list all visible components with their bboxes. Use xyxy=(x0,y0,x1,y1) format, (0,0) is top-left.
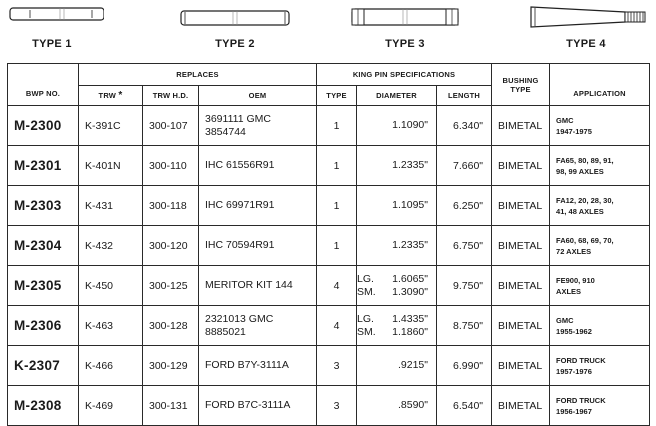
diameter-line xyxy=(357,286,428,299)
diameter-cell xyxy=(357,226,437,266)
diameter-line xyxy=(357,326,428,339)
diameter-cell xyxy=(357,106,437,146)
diameter-cell xyxy=(357,346,437,386)
bwp-number-cell: M-2308 xyxy=(8,386,79,426)
oem-line: IHC 61556R91 xyxy=(205,159,275,171)
application-line: GMC xyxy=(556,315,574,325)
trw-cell: K-450 xyxy=(79,266,143,306)
oem-cell xyxy=(199,226,317,266)
diameter-line xyxy=(357,313,428,326)
bushing-type-cell: BIMETAL xyxy=(492,306,550,346)
diameter-cell xyxy=(357,146,437,186)
type-cell: 1 xyxy=(317,146,357,186)
trw-cell: K-431 xyxy=(79,186,143,226)
application-line: 41, 48 AXLES xyxy=(556,206,604,216)
length-cell: 7.660" xyxy=(437,146,492,186)
bwp-number-cell: K-2307 xyxy=(8,346,79,386)
application-cell xyxy=(550,346,650,386)
diameter-size-label xyxy=(357,399,382,412)
bushing-type-cell: BIMETAL xyxy=(492,146,550,186)
application-line: GMC xyxy=(556,115,574,125)
trw-hd-cell: 300-118 xyxy=(143,186,199,226)
oem-line: IHC 69971R91 xyxy=(205,199,275,211)
header-king-pin-specs: KING PIN SPECIFICATIONS xyxy=(317,64,492,86)
header-oem: OEM xyxy=(199,86,317,106)
trw-cell: K-469 xyxy=(79,386,143,426)
header-bwp-no: BWP NO. xyxy=(8,64,79,106)
diameter-line xyxy=(357,119,428,132)
table-row xyxy=(8,266,650,306)
bwp-number-cell: M-2304 xyxy=(8,226,79,266)
trw-cell: K-463 xyxy=(79,306,143,346)
header-application: APPLICATION xyxy=(550,64,650,106)
trw-hd-cell: 300-131 xyxy=(143,386,199,426)
application-line: 1955-1962 xyxy=(556,326,592,336)
diameter-cell xyxy=(357,266,437,306)
length-cell: 6.750" xyxy=(437,226,492,266)
type-1-figure xyxy=(0,0,104,60)
application-line: 98, 99 AXLES xyxy=(556,166,604,176)
table-row xyxy=(8,306,650,346)
oem-line: 2321013 GMC xyxy=(205,312,274,325)
diameter-cell xyxy=(357,306,437,346)
oem-line: 3854744 xyxy=(205,125,246,138)
table-row xyxy=(8,386,650,426)
application-line: FA12, 20, 28, 30, xyxy=(556,195,614,205)
type-4-figure xyxy=(523,0,649,60)
table-row xyxy=(8,186,650,226)
oem-cell xyxy=(199,386,317,426)
bwp-number-cell: M-2305 xyxy=(8,266,79,306)
trw-cell: K-391C xyxy=(79,106,143,146)
bwp-number-cell: M-2303 xyxy=(8,186,79,226)
king-pin-spec-table xyxy=(7,63,650,426)
application-line: 72 AXLES xyxy=(556,246,592,256)
diameter-size-label: LG. xyxy=(357,312,374,325)
diameter-value: 1.4335" xyxy=(392,312,428,325)
application-line: AXLES xyxy=(556,286,582,296)
header-replaces: REPLACES xyxy=(79,64,317,86)
oem-cell xyxy=(199,266,317,306)
bushing-type-cell: BIMETAL xyxy=(492,266,550,306)
diameter-value: 1.1090" xyxy=(392,119,428,131)
type-2-pin-icon xyxy=(175,0,295,34)
bushing-type-cell: BIMETAL xyxy=(492,226,550,266)
trw-hd-cell: 300-125 xyxy=(143,266,199,306)
type-1-label: TYPE 1 xyxy=(32,38,72,50)
table-row xyxy=(8,346,650,386)
application-line: FORD TRUCK xyxy=(556,395,606,405)
diameter-line xyxy=(357,359,428,372)
diameter-line xyxy=(357,159,428,172)
type-4-label: TYPE 4 xyxy=(566,38,606,50)
type-cell: 1 xyxy=(317,106,357,146)
bushing-type-cell: BIMETAL xyxy=(492,106,550,146)
application-line: 1957-1976 xyxy=(556,366,592,376)
length-cell: 8.750" xyxy=(437,306,492,346)
table-row xyxy=(8,146,650,186)
bushing-type-cell: BIMETAL xyxy=(492,386,550,426)
header-bushing-type xyxy=(492,64,550,106)
type-cell: 3 xyxy=(317,346,357,386)
oem-line: FORD B7Y-3111A xyxy=(205,359,289,371)
application-line: 1947-1975 xyxy=(556,126,592,136)
oem-line: IHC 70594R91 xyxy=(205,239,275,251)
application-cell xyxy=(550,386,650,426)
application-line: FORD TRUCK xyxy=(556,355,606,365)
diameter-value: .8590" xyxy=(397,399,428,411)
diameter-size-label xyxy=(357,199,382,212)
length-cell: 6.540" xyxy=(437,386,492,426)
application-cell xyxy=(550,186,650,226)
diameter-value: 1.1095" xyxy=(392,199,428,211)
type-2-label: TYPE 2 xyxy=(215,38,255,50)
header-length: LENGTH xyxy=(437,86,492,106)
diameter-line xyxy=(357,273,428,286)
type-3-pin-icon xyxy=(346,0,464,34)
application-line: 1956-1967 xyxy=(556,406,592,416)
oem-line: MERITOR KIT 144 xyxy=(205,279,293,291)
application-cell xyxy=(550,266,650,306)
oem-line: 3691111 GMC xyxy=(205,112,271,125)
bushing-type-cell: BIMETAL xyxy=(492,186,550,226)
length-cell: 9.750" xyxy=(437,266,492,306)
type-2-figure xyxy=(175,0,295,60)
diameter-value: 1.3090" xyxy=(392,285,428,298)
application-line: FA60, 68, 69, 70, xyxy=(556,235,614,245)
header-trw-hd: TRW H.D. xyxy=(143,86,199,106)
type-cell: 1 xyxy=(317,186,357,226)
header-type: TYPE xyxy=(317,86,357,106)
oem-cell xyxy=(199,146,317,186)
pin-type-illustrations xyxy=(0,0,656,60)
table-row xyxy=(8,226,650,266)
diameter-cell xyxy=(357,186,437,226)
header-trw-star: * xyxy=(118,90,123,101)
oem-line: FORD B7C-3111A xyxy=(205,399,291,411)
diameter-size-label xyxy=(357,239,382,252)
type-4-pin-icon xyxy=(523,0,649,34)
table-row xyxy=(8,106,650,146)
length-cell: 6.250" xyxy=(437,186,492,226)
trw-hd-cell: 300-128 xyxy=(143,306,199,346)
type-cell: 4 xyxy=(317,306,357,346)
application-line: FA65, 80, 89, 91, xyxy=(556,155,614,165)
header-bushing-line1: BUSHING xyxy=(502,75,539,85)
trw-cell: K-432 xyxy=(79,226,143,266)
diameter-value: 1.6065" xyxy=(392,272,428,285)
diameter-line xyxy=(357,199,428,212)
oem-cell xyxy=(199,306,317,346)
diameter-value: .9215" xyxy=(397,359,428,371)
length-cell: 6.340" xyxy=(437,106,492,146)
application-cell xyxy=(550,226,650,266)
header-trw-text: TRW xyxy=(98,91,117,100)
length-cell: 6.990" xyxy=(437,346,492,386)
oem-line: 8885021 xyxy=(205,325,246,338)
type-cell: 3 xyxy=(317,386,357,426)
diameter-size-label: SM. xyxy=(357,285,376,298)
diameter-value: 1.1860" xyxy=(392,325,428,338)
oem-cell xyxy=(199,106,317,146)
type-1-pin-icon xyxy=(0,0,104,34)
diameter-cell xyxy=(357,386,437,426)
bwp-number-cell: M-2300 xyxy=(8,106,79,146)
application-line: FE900, 910 xyxy=(556,275,595,285)
diameter-size-label xyxy=(357,159,382,172)
diameter-size-label: SM. xyxy=(357,325,376,338)
diameter-line xyxy=(357,399,428,412)
oem-cell xyxy=(199,186,317,226)
type-cell: 4 xyxy=(317,266,357,306)
oem-cell xyxy=(199,346,317,386)
type-cell: 1 xyxy=(317,226,357,266)
application-cell xyxy=(550,306,650,346)
trw-cell: K-401N xyxy=(79,146,143,186)
bwp-number-cell: M-2301 xyxy=(8,146,79,186)
diameter-size-label xyxy=(357,119,382,132)
application-cell xyxy=(550,106,650,146)
header-bushing-line2: TYPE xyxy=(510,84,531,94)
diameter-size-label: LG. xyxy=(357,272,374,285)
trw-hd-cell: 300-129 xyxy=(143,346,199,386)
header-trw xyxy=(79,86,143,106)
diameter-line xyxy=(357,239,428,252)
trw-hd-cell: 300-120 xyxy=(143,226,199,266)
trw-cell: K-466 xyxy=(79,346,143,386)
diameter-value: 1.2335" xyxy=(392,159,428,171)
bwp-number-cell: M-2306 xyxy=(8,306,79,346)
type-3-figure xyxy=(346,0,464,60)
bushing-type-cell: BIMETAL xyxy=(492,346,550,386)
diameter-value: 1.2335" xyxy=(392,239,428,251)
application-cell xyxy=(550,146,650,186)
trw-hd-cell: 300-110 xyxy=(143,146,199,186)
diameter-size-label xyxy=(357,359,382,372)
spec-table-body xyxy=(8,106,650,426)
header-diameter: DIAMETER xyxy=(357,86,437,106)
trw-hd-cell: 300-107 xyxy=(143,106,199,146)
type-3-label: TYPE 3 xyxy=(385,38,425,50)
